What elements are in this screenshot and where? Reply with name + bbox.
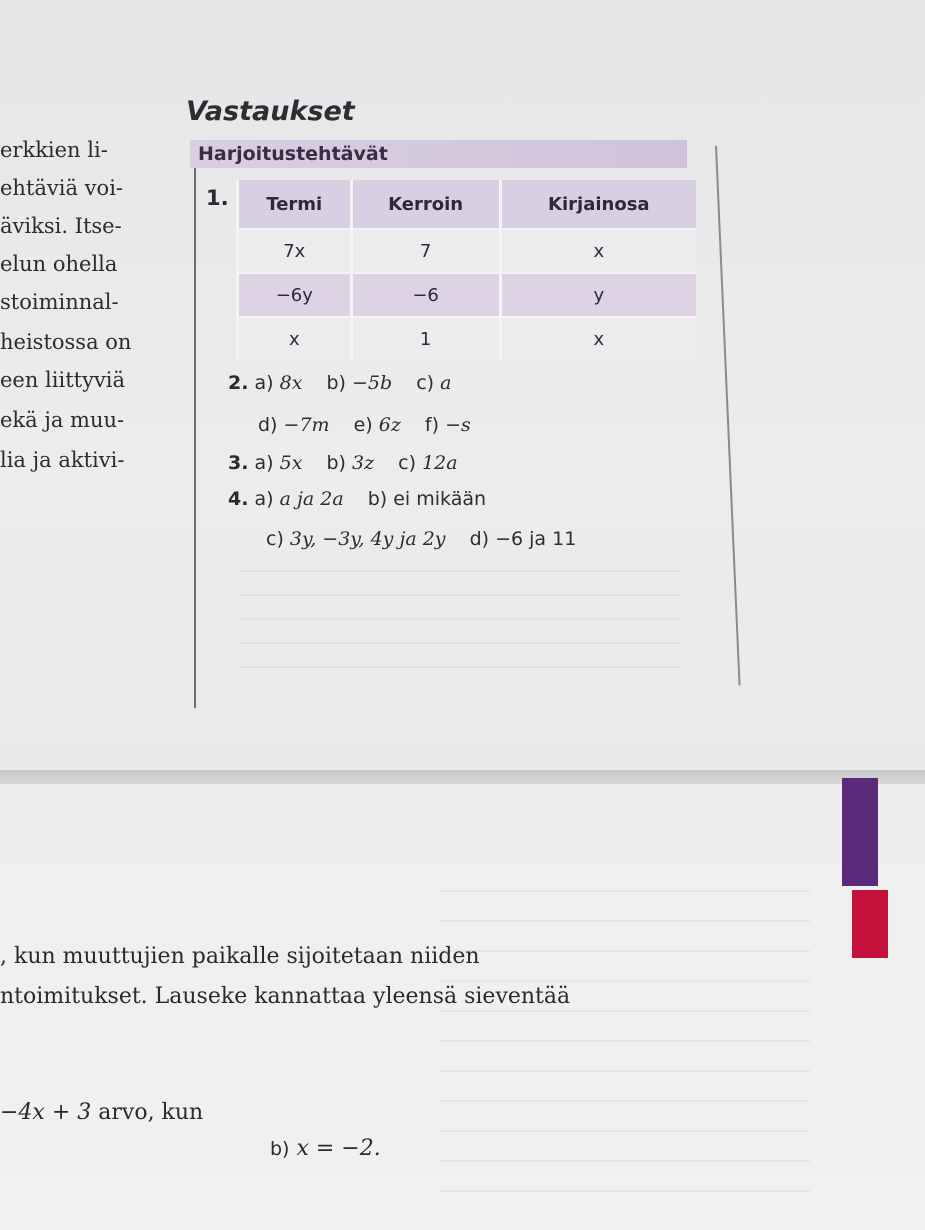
terms-table xyxy=(236,180,696,360)
header-coefficient: Kerroin xyxy=(351,180,500,229)
answer-label: c) xyxy=(416,372,435,394)
answer-value: 12a xyxy=(422,452,458,474)
answer-value: a xyxy=(440,372,452,394)
answer-value: 8x xyxy=(279,372,303,394)
header-letter-part: Kirjainosa xyxy=(500,180,696,229)
body-text-line xyxy=(0,1100,203,1125)
table-cell: 1 xyxy=(351,317,500,360)
section-title: Harjoitustehtävät xyxy=(198,143,388,165)
answers-box-left-border xyxy=(194,168,196,708)
question-4-row-2 xyxy=(266,528,576,550)
answer-label: c) xyxy=(398,452,417,474)
table-cell: y xyxy=(500,273,696,317)
body-text-line: , kun muuttujien paikalle sijoitetaan niiden xyxy=(0,944,480,969)
question-2-number: 2. xyxy=(228,372,249,394)
left-line: äviksi. Itse- xyxy=(0,214,122,238)
answer-label: f) xyxy=(424,414,440,436)
answer-label: a) xyxy=(254,372,274,394)
answer-value: −s xyxy=(445,414,471,436)
header-term: Termi xyxy=(238,180,352,229)
answer-value: −7m xyxy=(283,414,330,436)
table-row xyxy=(238,317,697,360)
answer-label: e) xyxy=(353,414,373,436)
show-through-text-bottom xyxy=(440,890,810,1220)
question-2-row-1 xyxy=(228,372,451,394)
table-cell: 7 xyxy=(351,229,500,273)
answer-label: b) xyxy=(270,1138,290,1160)
answer-label: a) xyxy=(254,488,274,510)
answer-label: b) xyxy=(326,452,346,474)
left-line: ehtäviä voi- xyxy=(0,176,124,200)
table-cell: −6 xyxy=(351,273,500,317)
answer-label: d) xyxy=(469,528,490,550)
left-line: lia ja aktivi- xyxy=(0,448,125,472)
answer-label: c) xyxy=(266,528,284,550)
left-line: erkkien li- xyxy=(0,138,108,162)
answer-value: 5x xyxy=(279,452,303,474)
expression: −4x + 3 xyxy=(0,1100,92,1125)
question-3-row xyxy=(228,452,458,474)
question-2-row-2 xyxy=(258,414,471,436)
answer-label: d) xyxy=(258,414,278,436)
question-3-number: 3. xyxy=(228,452,249,474)
left-line: heistossa on xyxy=(0,330,132,354)
left-line: ekä ja muu- xyxy=(0,408,125,432)
table-cell: x xyxy=(500,317,696,360)
body-text-line xyxy=(270,1136,381,1161)
table-cell: x xyxy=(500,229,696,273)
answer-value: 3y, −3y, 4y ja 2y xyxy=(289,528,446,550)
question-4-number: 4. xyxy=(228,488,249,510)
table-header-row xyxy=(238,180,697,229)
question-4-row-1 xyxy=(228,488,486,510)
answer-label: a) xyxy=(254,452,274,474)
left-line: elun ohella xyxy=(0,252,118,276)
table-cell: x xyxy=(238,317,352,360)
answer-label: b) xyxy=(326,372,346,394)
chapter-tab-purple xyxy=(842,778,878,886)
body-text-rest: arvo, kun xyxy=(91,1100,204,1125)
expression: x = −2. xyxy=(296,1136,381,1161)
answer-value: −5b xyxy=(352,372,393,394)
left-line: een liittyviä xyxy=(0,368,126,392)
table-row xyxy=(238,229,697,273)
show-through-text xyxy=(240,570,680,680)
table-row xyxy=(238,273,697,317)
left-line: stoiminnal- xyxy=(0,290,119,314)
table-cell: 7x xyxy=(238,229,352,273)
table-cell: −6y xyxy=(238,273,352,317)
answer-value: 3z xyxy=(352,452,375,474)
answer-value: 6z xyxy=(378,414,401,436)
answers-title: Vastaukset xyxy=(186,96,355,127)
answer-value: ei mikään xyxy=(393,488,487,510)
answer-value: −6 ja 11 xyxy=(495,528,577,550)
page-fold xyxy=(0,770,925,784)
answer-value: a ja 2a xyxy=(279,488,344,510)
answer-label: b) xyxy=(367,488,388,510)
question-1-number: 1. xyxy=(206,186,229,210)
body-text-line: ntoimitukset. Lauseke kannattaa yleensä sieventää xyxy=(0,984,571,1009)
chapter-tab-red xyxy=(852,890,888,958)
